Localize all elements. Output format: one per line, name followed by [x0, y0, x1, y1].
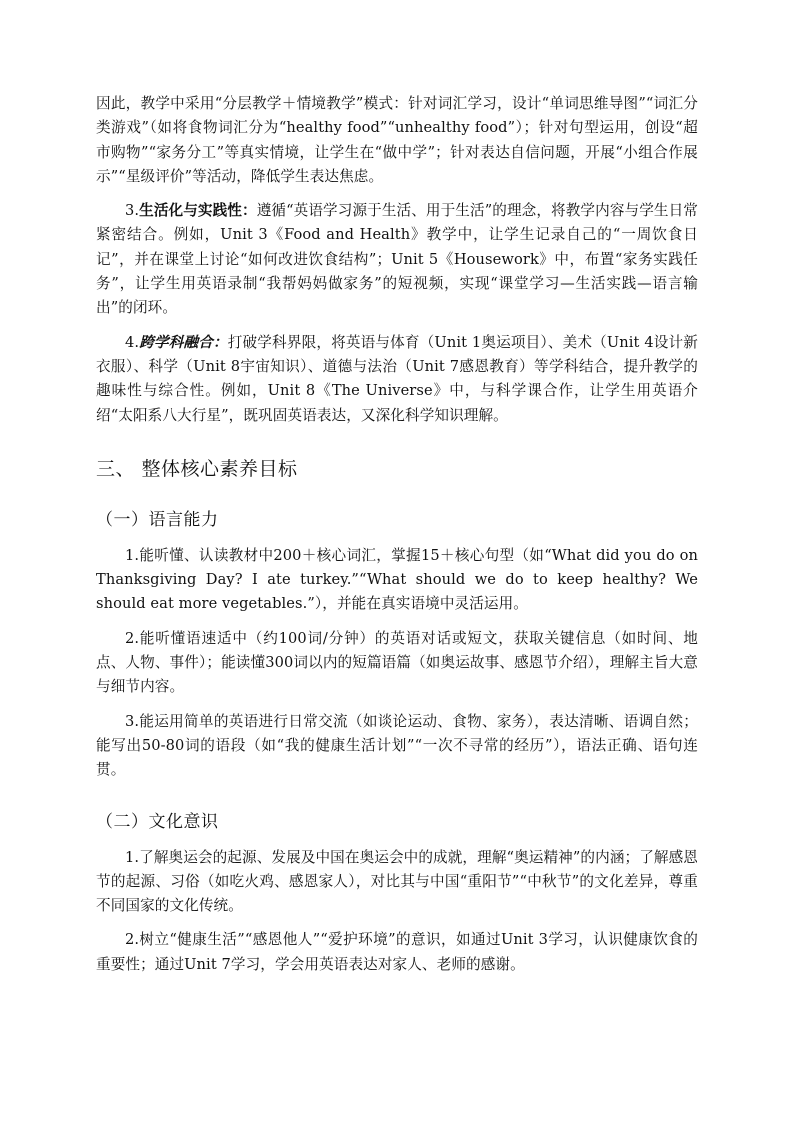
language-item-2: 2.能听懂语速适中（约100词/分钟）的英语对话或短文，获取关键信息（如时间、地点、人物、事件）；能读懂300词以内的短篇语篇（如奥运故事、感恩节介绍），理解主旨大意与细节内容。	[96, 629, 698, 696]
item-3-paragraph	[96, 199, 698, 320]
intro-paragraph: 因此，教学中采用“分层教学＋情境教学”模式：针对词汇学习，设计“单词思维导图”“词汇分类游戏”（如将食物词汇分为“healthy food”“unhealthy food”）；针对句型运用，创设“超市购物”“家务分工”等真实情境，让学生在“做中学”；针对表达自信问题，开展“小组合作展示”“星级评价”等活动，降低学生表达焦虑。	[96, 95, 698, 185]
section-3-heading: 三、 整体核心素养目标	[96, 457, 298, 480]
language-item-1: 1.能听懂、认读教材中200＋核心词汇，掌握15＋核心句型（如“What did you do on Thanksgiving Day? I ate turkey.”“What should we do to keep healthy? We should eat more vegetables.”），并能在真实语境中灵活运用。	[96, 546, 698, 613]
document-page	[96, 92, 698, 987]
item-3-lead: 生活化与实践性：	[139, 202, 257, 220]
subsection-culture-heading: （二）文化意识	[96, 811, 219, 832]
item-4-lead: 跨学科融合：	[139, 333, 228, 351]
item-4-number: 4.	[125, 333, 140, 351]
item-3-text: 遵循“英语学习源于生活、用于生活”的理念，将教学内容与学生日常紧密结合。例如，Unit 3《Food and Health》教学中，让学生记录自己的“一周饮食日记”，并在课堂上讨论“如何改进饮食结构”；Unit 5《Housework》中，布置“家务实践任务”，让学生用英语录制“我帮妈妈做家务”的短视频，实现“课堂学习—生活实践—语言输出”的闭环。	[96, 202, 698, 317]
culture-item-1: 1.了解奥运会的起源、发展及中国在奥运会中的成就，理解“奥运精神”的内涵；了解感恩节的起源、习俗（如吃火鸡、感恩家人），对比其与中国“重阳节”“中秋节”的文化差异，尊重不同国家的文化传统。	[96, 848, 698, 915]
item-4-paragraph	[96, 331, 698, 428]
culture-item-2: 2.树立“健康生活”“感恩他人”“爱护环境”的意识，如通过Unit 3学习，认识健康饮食的重要性；通过Unit 7学习，学会用英语表达对家人、老师的感谢。	[96, 931, 698, 973]
language-item-3: 3.能运用简单的英语进行日常交流（如谈论运动、食物、家务），表达清晰、语调自然；能写出50-80词的语段（如“我的健康生活计划”“一次不寻常的经历”），语法正确、语句连贯。	[96, 712, 698, 779]
item-3-number: 3.	[125, 202, 140, 220]
subsection-language-heading: （一）语言能力	[96, 509, 219, 530]
item-4-text: 打破学科界限，将英语与体育（Unit 1奥运项目）、美术（Unit 4设计新衣服）、科学（Unit 8宇宙知识）、道德与法治（Unit 7感恩教育）等学科结合，提升教学的趣味性与综合性。例如，Unit 8《The Universe》中，与科学课合作，让学生用英语介绍“太阳系八大行星”，既巩固英语表达，又深化科学知识理解。	[96, 333, 698, 424]
